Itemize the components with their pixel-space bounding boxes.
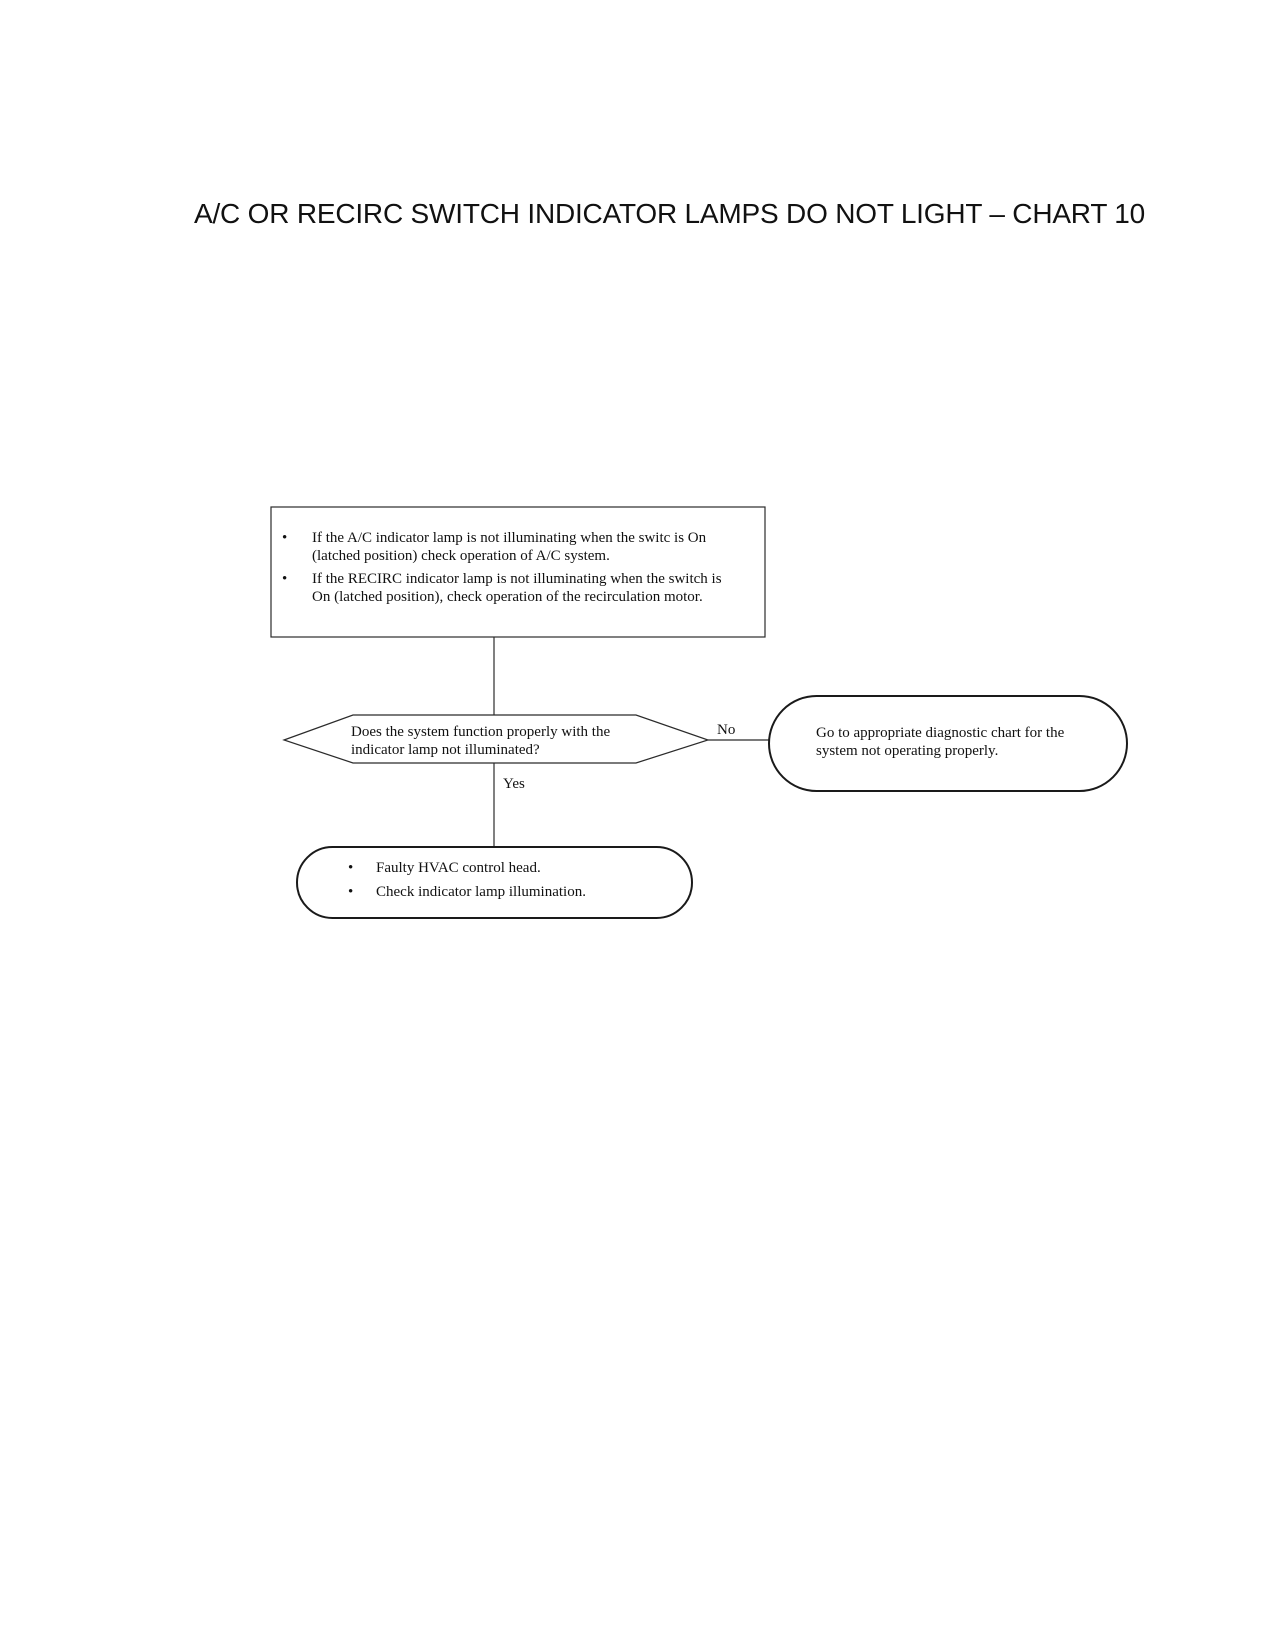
- start-bullet-2: • If the RECIRC indicator lamp is not illuminating when the switch is On (latched position), check operation of the recirculation motor.: [282, 570, 722, 606]
- yes-label: Yes: [503, 776, 525, 792]
- no-label: No: [717, 722, 736, 738]
- decision-text: Does the system function properly with the indicator lamp not illuminated?: [351, 724, 611, 758]
- yes-bullet-1: • Faulty HVAC control head.: [348, 859, 668, 877]
- start-box-text: [282, 529, 722, 611]
- no-result-text: Go to appropriate diagnostic chart for the system not operating properly.: [816, 725, 1065, 759]
- yes-bullet-2: • Check indicator lamp illumination.: [348, 883, 668, 901]
- yes-result-text: [348, 859, 668, 907]
- page-title: A/C OR RECIRC SWITCH INDICATOR LAMPS DO NOT LIGHT – CHART 10: [194, 198, 1146, 229]
- start-bullet-1: • If the A/C indicator lamp is not illuminating when the switc is On (latched position) check operation of A/C system.: [282, 529, 722, 565]
